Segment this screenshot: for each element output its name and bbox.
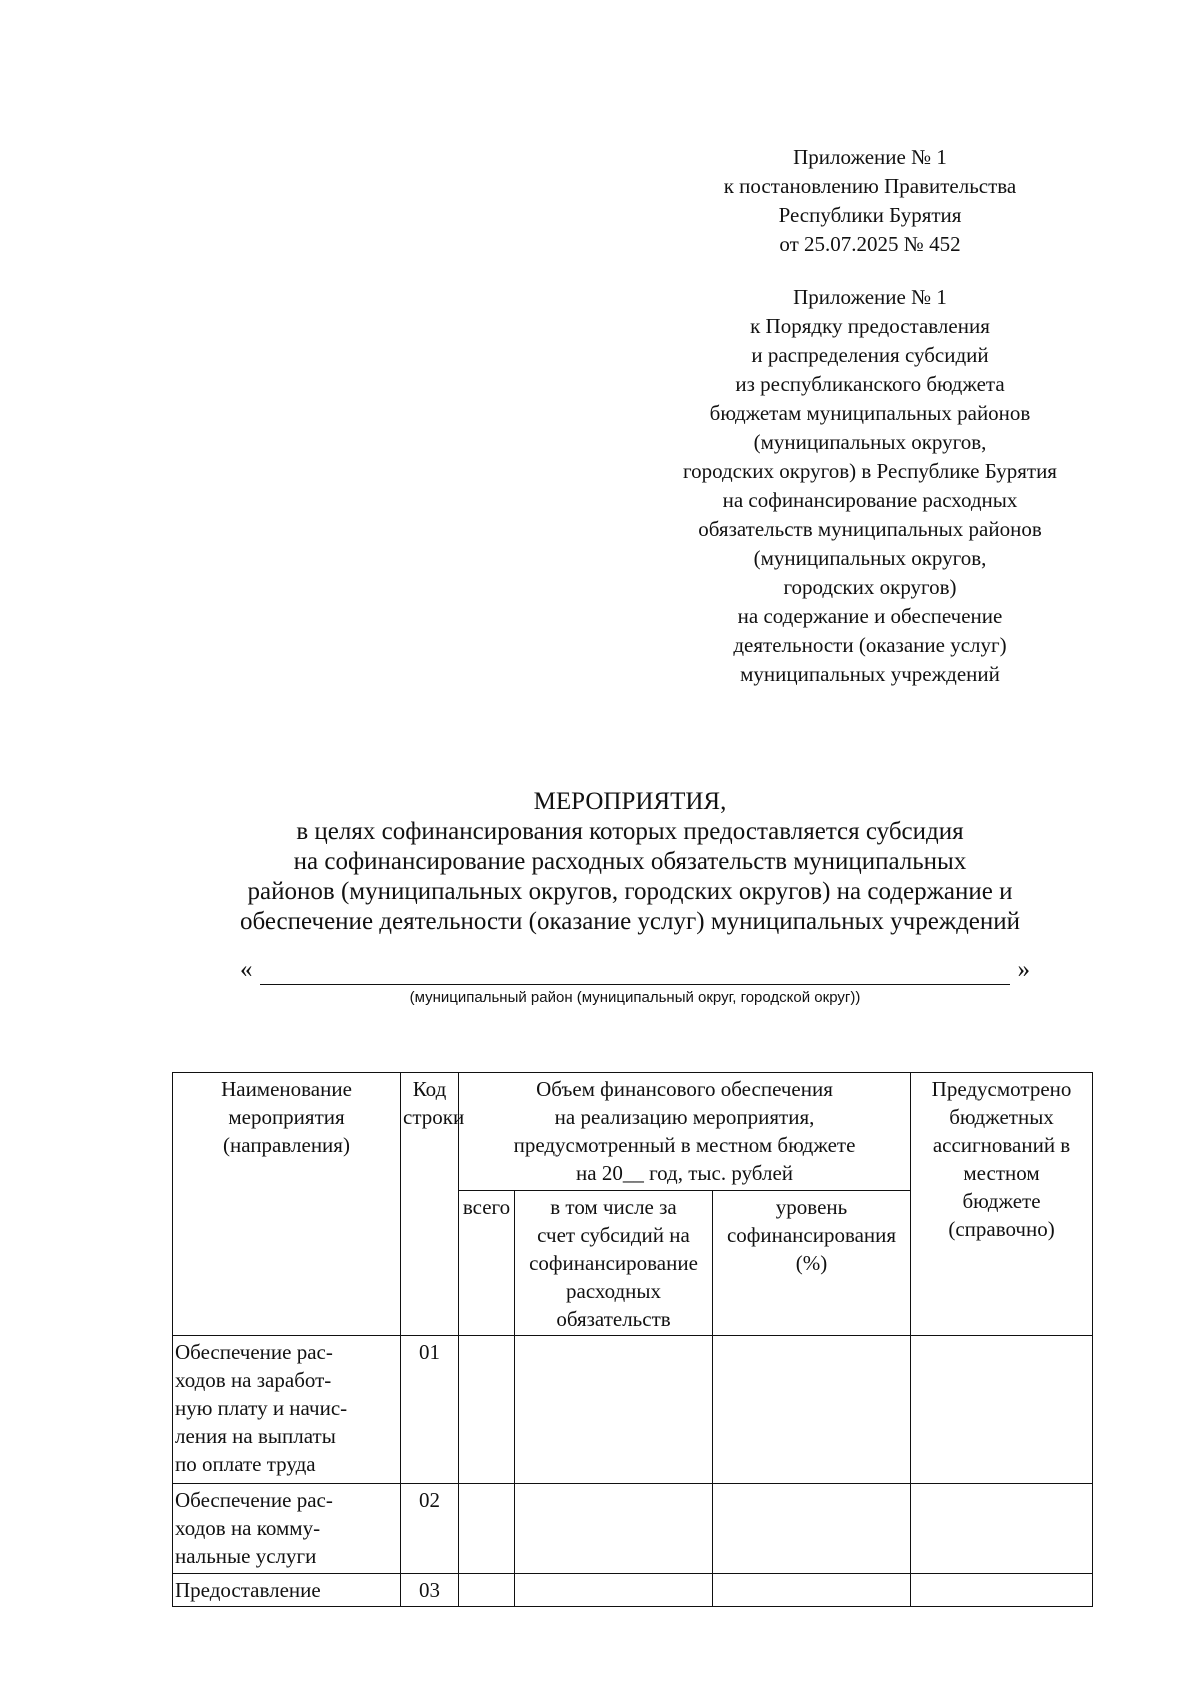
cell-provided[interactable]: [911, 1484, 1093, 1574]
header-subsidy: в том числе за счет субсидий на софинансирование расходных обязательств: [515, 1191, 713, 1336]
annex-line: городских округов): [783, 575, 957, 599]
annex-procedure-block: [620, 283, 1120, 689]
annex-line: деятельности (оказание услуг): [733, 633, 1007, 657]
annex-line: (муниципальных округов,: [753, 430, 987, 454]
annex-line: бюджетам муниципальных районов: [709, 401, 1031, 425]
title-line: обеспечение деятельности (оказание услуг) муниципальных учреждений: [239, 908, 1021, 935]
cell-provided[interactable]: [911, 1336, 1093, 1484]
annex-line: на содержание и обеспечение: [737, 604, 1003, 628]
row-name: Обеспечение рас- ходов на комму- нальные услуги: [173, 1484, 401, 1574]
header-total: всего: [459, 1191, 515, 1336]
table-row: [173, 1574, 1093, 1607]
cell-subsidy[interactable]: [515, 1336, 713, 1484]
cell-total[interactable]: [459, 1574, 515, 1607]
title-line: на софинансирование расходных обязательств муниципальных: [293, 848, 967, 875]
district-fill-line[interactable]: [240, 953, 1030, 987]
row-code: 03: [401, 1574, 459, 1607]
title-line: в целях софинансирования которых предоставляется субсидия: [296, 818, 964, 845]
annex-line: муниципальных учреждений: [740, 662, 1000, 686]
district-blank[interactable]: [260, 984, 1010, 985]
cell-total[interactable]: [459, 1484, 515, 1574]
annex-line: и распределения субсидий: [751, 343, 989, 367]
cell-level[interactable]: [713, 1574, 911, 1607]
annex-line: к постановлению Правительства: [723, 174, 1017, 198]
title-heading: МЕРОПРИЯТИЯ,: [533, 788, 727, 815]
measures-table: [172, 1072, 1093, 1607]
cell-level[interactable]: [713, 1336, 911, 1484]
close-quote: »: [1017, 956, 1030, 983]
row-code: 02: [401, 1484, 459, 1574]
annex-line: Приложение № 1: [793, 145, 947, 169]
row-name: Обеспечение рас- ходов на заработ- ную плату и начис- ления на выплаты по оплате труда: [173, 1336, 401, 1484]
cell-subsidy[interactable]: [515, 1574, 713, 1607]
annex-line: от 25.07.2025 № 452: [779, 232, 961, 256]
annex-line: обязательств муниципальных районов: [698, 517, 1042, 541]
district-caption: (муниципальный район (муниципальный округ, городской округ)): [409, 989, 861, 1006]
annex-line: к Порядку предоставления: [750, 314, 990, 338]
cell-subsidy[interactable]: [515, 1484, 713, 1574]
header-code: Код строки: [401, 1073, 459, 1336]
header-name: Наименование мероприятия (направления): [173, 1073, 401, 1336]
annex-line: городских округов) в Республике Бурятия: [683, 459, 1057, 483]
annex-resolution-block: [620, 143, 1120, 259]
annex-line: Республики Бурятия: [778, 203, 962, 227]
table-row: [173, 1484, 1093, 1574]
row-code: 01: [401, 1336, 459, 1484]
document-title: [100, 787, 1160, 937]
header-volume: Объем финансового обеспечения на реализацию мероприятия, предусмотренный в местном бюджете на 20__ год, тыс. рублей: [459, 1073, 911, 1191]
annex-line: Приложение № 1: [793, 285, 947, 309]
header-level: уровень софинансирования (%): [713, 1191, 911, 1336]
table-row: [173, 1336, 1093, 1484]
row-name: Предоставление: [173, 1574, 401, 1607]
open-quote: «: [240, 956, 253, 983]
annex-line: на софинансирование расходных: [722, 488, 1018, 512]
annex-line: (муниципальных округов,: [753, 546, 987, 570]
title-line: районов (муниципальных округов, городских округов) на содержание и: [247, 878, 1013, 905]
cell-level[interactable]: [713, 1484, 911, 1574]
annex-line: из республиканского бюджета: [735, 372, 1005, 396]
cell-total[interactable]: [459, 1336, 515, 1484]
header-provided: Предусмотрено бюджетных ассигнований в местном бюджете (справочно): [911, 1073, 1093, 1336]
cell-provided[interactable]: [911, 1574, 1093, 1607]
